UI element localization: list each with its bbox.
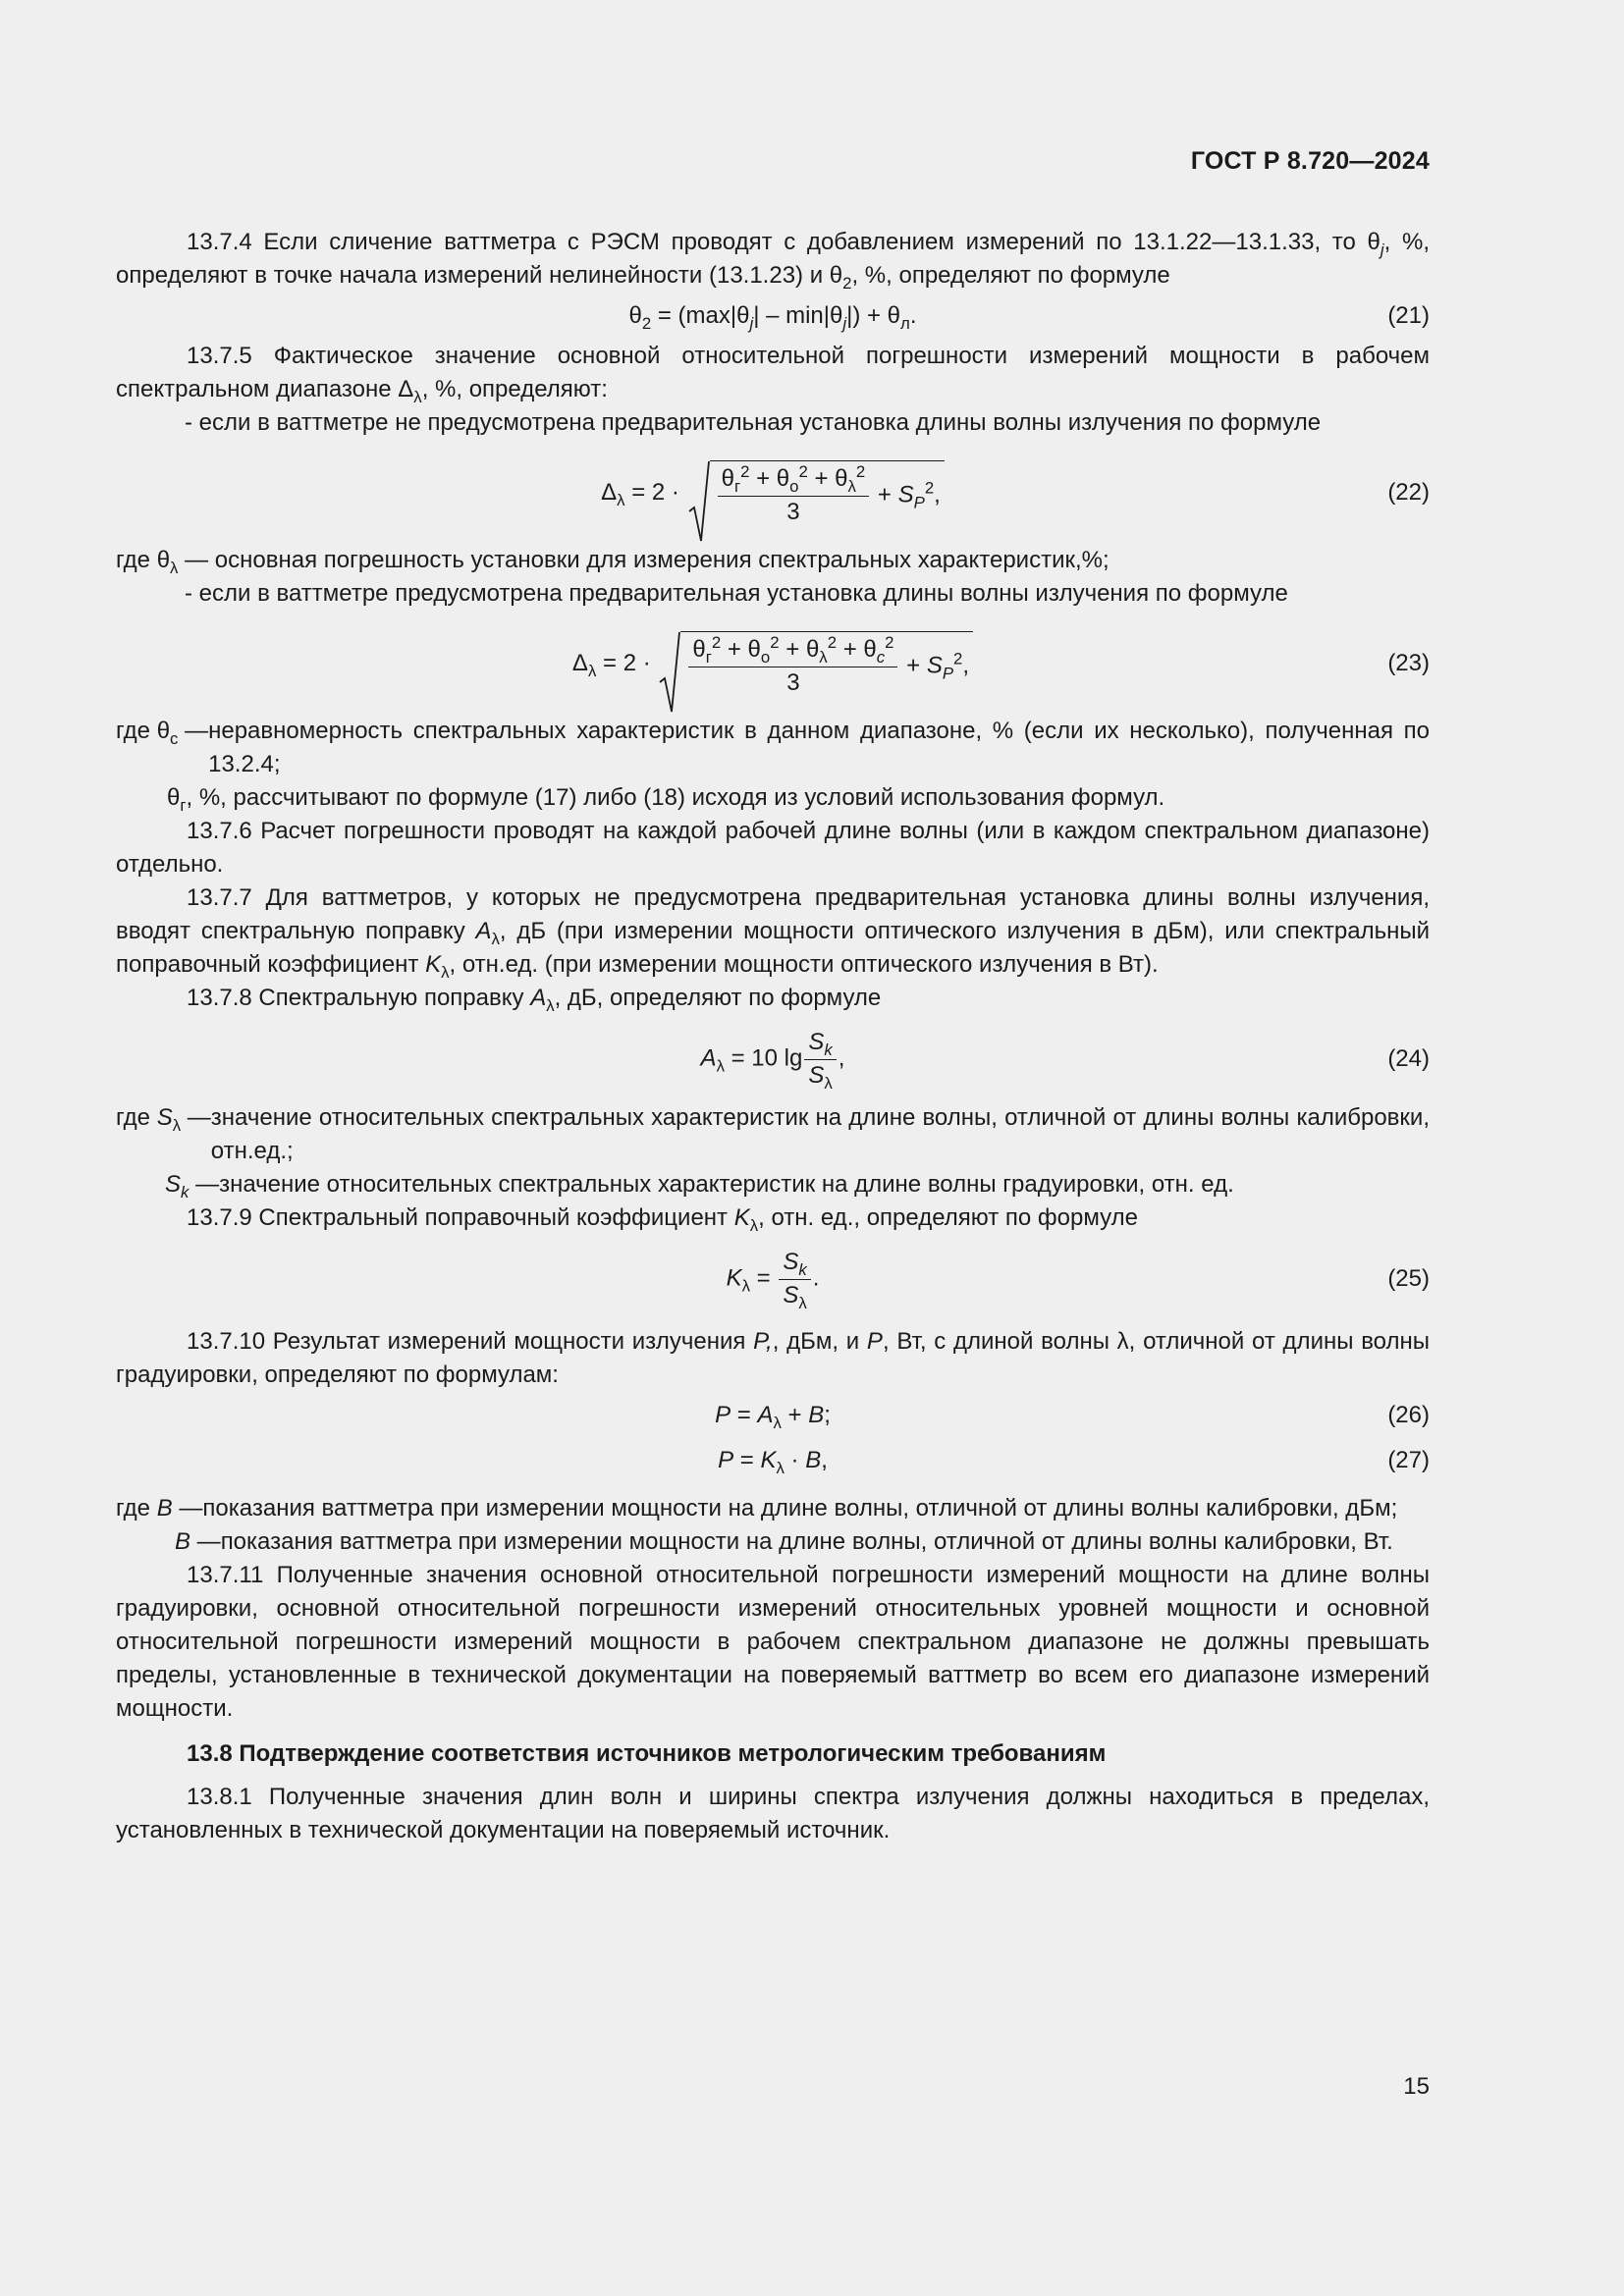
paragraph-13-7-7: 13.7.7 Для ваттметров, у которых не предусмотрена предварительная установка длины волны излучения, вводят спектральную поправку $A_\lambda$, дБ (при измерении мощности оптического излучения в дБм), или спектральный поправочный коэффициент $K_\lambda$, отн.ед. (при измерении мощности оптического излучения в Вт).	[116, 884, 1431, 982]
list-item-no-preset: - если в ваттметре не предусмотрена предварительная установка длины волны излучения по формуле	[185, 409, 1322, 436]
paragraph-13-7-4: 13.7.4 Если сличение ваттметра с РЭСМ проводят с добавлением измерений по 13.1.22—13.1.33, то $\theta_j$, %, определяют в точке начала измерений нелинейности (13.1.23) и $\theta_2$, %, определяют по формуле	[116, 229, 1430, 293]
where-b-dbm: где B — показания ваттметра при измерении мощности на длине волны, отличной от длины волны калибровки, дБм;	[116, 1495, 1398, 1522]
equation-number: (22)	[1387, 479, 1430, 506]
document-code: ГОСТ Р 8.720—2024	[1190, 147, 1430, 175]
page-number: 15	[1403, 2073, 1430, 2100]
formula-24: $A_\lambda = 10$ lg $\frac{S_k}{S_\lambda}$ , (24)	[116, 1019, 1430, 1099]
section-heading-13-8: 13.8 Подтверждение соответствия источников метрологическим требованиям	[187, 1740, 1107, 1767]
paragraph-13-7-5: 13.7.5 Фактическое значение основной относительной погрешности измерений мощности в рабочем спектральном диапазоне $\Delta_\lambda$, %, определяют:	[116, 343, 1430, 406]
formula-25: $K_\lambda$ = $\frac{S_k}{S_\lambda}$ . (25)	[116, 1239, 1430, 1319]
formula-26: $P = A_\lambda + B$; (26)	[116, 1394, 1430, 1437]
equation-number: (23)	[1387, 650, 1430, 676]
paragraph-13-7-9: 13.7.9 Спектральный поправочный коэффициент $K_\lambda$, отн. ед., определяют по формуле	[187, 1204, 1138, 1235]
equation-number: (25)	[1387, 1265, 1430, 1292]
where-s-lambda: где $S_\lambda$ — значение относительных спектральных характеристик на длине волны, отличной от длины волны калибровки, отн.ед.;	[116, 1104, 1430, 1164]
equation-number: (21)	[1387, 302, 1430, 329]
where-theta-c: где $\theta_c$ — неравномерность спектральных характеристик в данном диапазоне, % (если их несколько), полученная по 13.2.4;	[116, 718, 1430, 777]
formula-27: $P = K_\lambda \cdot B$, (27)	[116, 1439, 1430, 1482]
equation-number: (27)	[1387, 1447, 1430, 1473]
where-theta-lambda: где $\theta_\lambda$ — основная погрешность установки для измерения спектральных характеристик,%;	[116, 547, 1110, 577]
formula-22: $\Delta_\lambda = 2$ · $\frac{\theta_г^2 + \theta_о^2 + \theta_\lambda^2}{3}$ + $S_P^2$, (22)	[116, 446, 1430, 540]
radical: $\frac{\theta_г^2 + \theta_о^2 + \theta_\lambda^2 + \theta_c^2}{3}$ + $S_P^2$,	[659, 631, 973, 698]
paragraph-13-7-8: 13.7.8 Спектральную поправку $A_\lambda$, дБ, определяют по формуле	[187, 985, 882, 1015]
formula-21: $\theta_2 = (\max|\theta_j| - \min|\theta_j|) + \theta_л$. (21)	[116, 294, 1430, 338]
equation-number: (24)	[1387, 1045, 1430, 1072]
paragraph-13-8-1: 13.8.1 Полученные значения длин волн и ширины спектра излучения должны находиться в пределах, установленных в технической документации на поверяемый источник.	[116, 1784, 1430, 1843]
formula-23: $\Delta_\lambda = 2$ · $\frac{\theta_г^2 + \theta_о^2 + \theta_\lambda^2 + \theta_c^2}{3}$ + $S_P^2$, (23)	[116, 616, 1430, 711]
list-item-preset: - если в ваттметре предусмотрена предварительная установка длины волны излучения по формуле	[185, 580, 1288, 607]
paragraph-13-7-6: 13.7.6 Расчет погрешности проводят на каждой рабочей длине волны (или в каждом спектральном диапазоне) отдельно.	[116, 818, 1430, 878]
radical: $\frac{\theta_г^2 + \theta_о^2 + \theta_\lambda^2}{3}$ + $S_P^2$,	[688, 460, 945, 527]
equation-number: (26)	[1387, 1402, 1430, 1428]
paragraph-13-7-10: 13.7.10 Результат измерений мощности излучения P,, дБм, и P, Вт, с длиной волны λ, отличной от длины волны градуировки, определяют по формулам:	[116, 1328, 1431, 1388]
paragraph-13-7-11: 13.7.11 Полученные значения основной относительной погрешности измерений мощности на длине волны градуировки, основной относительной погрешности измерений относительных уровней мощности и основной относительной погрешности измерений мощности в рабочем спектральном диапазоне не должны превышать пределы, установленные в технической документации на поверяемый ваттметр во всем его диапазоне измерений мощности.	[116, 1562, 1430, 1722]
page-content	[116, 226, 1430, 1847]
where-s-k: $S_k$ — значение относительных спектральных характеристик на длине волны градуировки, отн. ед.	[165, 1171, 1234, 1201]
where-b-w: B — показания ваттметра при измерении мощности на длине волны, отличной от длины волны калибровки, Вт.	[175, 1528, 1393, 1555]
where-theta-g: $\theta_г$, %, рассчитывают по формуле (17) либо (18) исходя из условий использования формул.	[167, 784, 1165, 815]
